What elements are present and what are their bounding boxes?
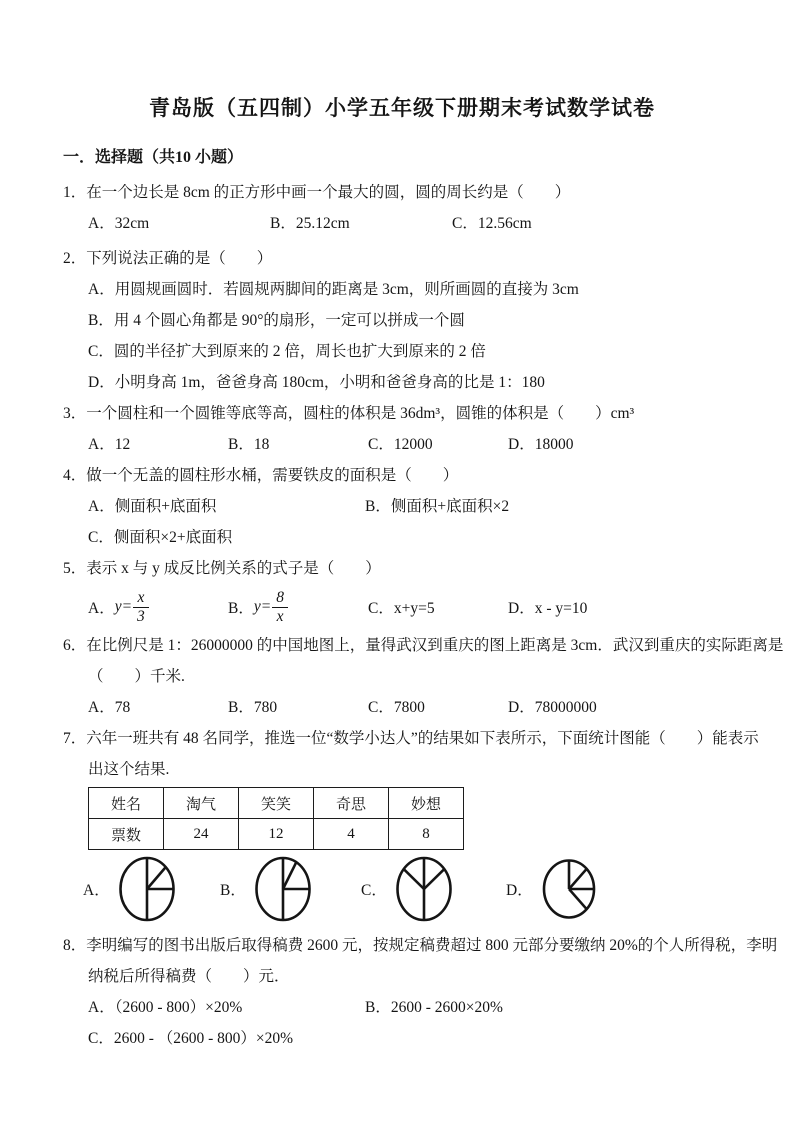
q5-option-b-fraction	[272, 589, 288, 624]
q4-option-c: C．侧面积×2+底面积	[88, 529, 233, 546]
q4-stem: 4．做一个无盖的圆柱形水桶，需要铁皮的面积是（ ）	[63, 467, 459, 484]
q3-stem: 3．一个圆柱和一个圆锥等底等高，圆柱的体积是 36dm³，圆锥的体积是（ ）cm³	[63, 405, 635, 422]
fraction-denominator: x	[276, 607, 284, 625]
question-2	[63, 243, 741, 398]
q6-stem-line2: （ ）千米.	[88, 668, 185, 685]
pie-option-label: D．	[506, 882, 533, 899]
q5-option-d: D．x - y=10	[508, 600, 588, 617]
page-title: 青岛版（五四制）小学五年级下册期末考试数学试卷	[149, 96, 655, 120]
q5-option-a-fraction	[133, 589, 149, 624]
q5-option-b	[228, 589, 368, 624]
table-cell: 奇思	[314, 788, 389, 819]
question-8	[63, 930, 778, 1054]
q4-option-b: B．侧面积+底面积×2	[365, 498, 510, 515]
q7-pie-option-a	[83, 855, 220, 923]
q8-option-b: B．2600 - 2600×20%	[365, 999, 503, 1016]
q1-option-c: C．12.56cm	[452, 215, 532, 232]
q5-option-a-label: A．	[88, 600, 115, 617]
q8-options-row1	[88, 992, 741, 1023]
q3-option-a: A．12	[88, 436, 131, 453]
q5-option-b-label: B．	[228, 600, 254, 617]
q5-stem: 5．表示 x 与 y 成反比例关系的式子是（ ）	[63, 560, 381, 577]
pie-option-label: B．	[220, 882, 246, 899]
section-heading: 一．选择题（共10 小题）	[63, 149, 244, 166]
q2-option-d: D．小明身高 1m，爸爸身高 180cm，小明和爸爸身高的比是 1：180	[88, 374, 545, 391]
q8-option-c: C．2600 - （2600 - 800）×20%	[88, 1030, 294, 1047]
q7-stem-line1: 7．六年一班共有 48 名同学，推选一位“数学小达人”的结果如下表所示，下面统计图能（ ）能表示	[63, 730, 759, 747]
table-header-row	[89, 788, 464, 819]
q8-stem-line2: 纳税后所得稿费（ ）元．	[88, 968, 290, 985]
table-cell: 8	[389, 819, 464, 850]
q8-stem-line1: 8．李明编写的图书出版后取得稿费 2600 元，按规定稿费超过 800 元部分要缴纳 20%的个人所得税，李明	[63, 937, 778, 954]
question-4	[63, 460, 741, 553]
table-cell: 妙想	[389, 788, 464, 819]
pie-chart-icon	[394, 855, 454, 923]
question-1	[63, 177, 741, 239]
q6-option-a: A．78	[88, 699, 131, 716]
question-7	[63, 723, 759, 924]
q6-option-d: D．78000000	[508, 699, 597, 716]
q6-options	[88, 692, 741, 723]
q3-option-d: D．18000	[508, 436, 574, 453]
table-cell: 12	[239, 819, 314, 850]
q1-option-a: A．32cm	[88, 215, 150, 232]
q3-option-b: B．18	[228, 436, 270, 453]
q6-option-b: B．780	[228, 699, 278, 716]
q1-options	[88, 208, 741, 239]
q6-option-c: C．7800	[368, 699, 425, 716]
q5-option-c: C．x+y=5	[368, 600, 435, 617]
question-3	[63, 398, 741, 460]
table-votes-row	[89, 819, 464, 850]
q7-pie-option-c	[361, 855, 506, 923]
q5-option-a	[88, 589, 228, 624]
q6-stem-line1: 6．在比例尺是 1：26000000 的中国地图上，量得武汉到重庆的图上距离是 3cm．武汉到重庆的实际距离是	[63, 637, 784, 654]
q5-options	[88, 584, 741, 630]
table-cell: 淘气	[164, 788, 239, 819]
table-cell: 姓名	[89, 788, 164, 819]
q1-option-b: B．25.12cm	[270, 215, 350, 232]
pie-option-label: A．	[83, 882, 110, 899]
fraction-numerator: 8	[272, 589, 288, 607]
q7-pie-option-b	[220, 855, 361, 923]
question-5	[63, 553, 741, 630]
fraction-numerator: x	[133, 589, 149, 607]
q5-option-a-lhs: y=	[114, 598, 133, 615]
q7-pie-option-d	[506, 857, 598, 921]
q3-option-c: C．12000	[368, 436, 433, 453]
q4-option-a: A．侧面积+底面积	[88, 498, 217, 515]
pie-chart-icon	[253, 855, 313, 923]
table-cell: 4	[314, 819, 389, 850]
table-cell: 笑笑	[239, 788, 314, 819]
q7-pie-options	[83, 854, 741, 924]
fraction-denominator: 3	[137, 607, 145, 625]
pie-chart-icon	[540, 857, 598, 921]
q3-options	[88, 429, 741, 460]
q5-option-b-lhs: y=	[253, 598, 272, 615]
q7-stem-line2: 出这个结果.	[88, 761, 170, 778]
q2-option-a: A．用圆规画圆时．若圆规两脚间的距离是 3cm，则所画圆的直接为 3cm	[88, 281, 579, 298]
q2-option-c: C．圆的半径扩大到原来的 2 倍，周长也扩大到原来的 2 倍	[88, 343, 486, 360]
votes-table	[88, 787, 464, 850]
table-cell: 24	[164, 819, 239, 850]
q1-stem: 1．在一个边长是 8cm 的正方形中画一个最大的圆，圆的周长约是（ ）	[63, 184, 571, 201]
q8-option-a: A．（2600 - 800）×20%	[88, 999, 243, 1016]
q2-option-b: B．用 4 个圆心角都是 90°的扇形，一定可以拼成一个圆	[88, 312, 465, 329]
question-6	[63, 630, 784, 723]
q4-options-row1	[88, 491, 741, 522]
q2-stem: 2．下列说法正确的是（ ）	[63, 250, 273, 267]
pie-chart-icon	[117, 855, 177, 923]
table-cell: 票数	[89, 819, 164, 850]
pie-option-label: C．	[361, 882, 387, 899]
